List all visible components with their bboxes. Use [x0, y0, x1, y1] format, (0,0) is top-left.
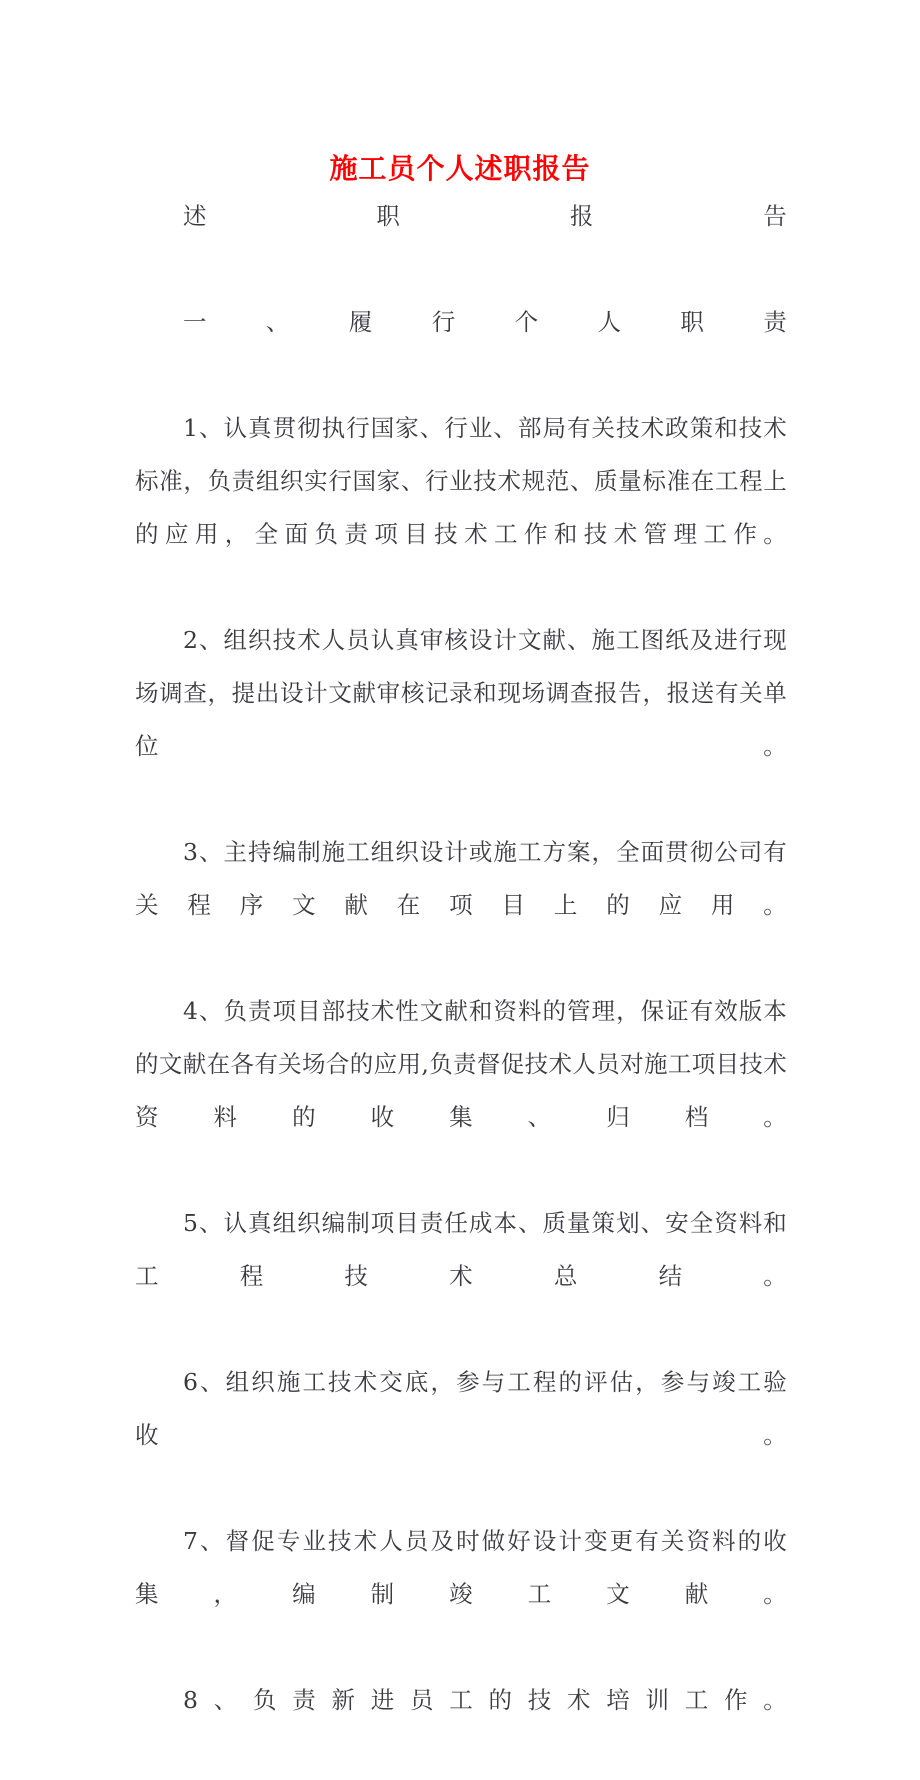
paragraph-item-4: 4、负责项目部技术性文献和资料的管理，保证有效版本的文献在各有关场合的应用,负责督促技术人员对施工项目技术资料的收集、归档。	[135, 997, 787, 1131]
paragraph-section-heading: 一、履行个人职责	[183, 308, 787, 336]
paragraph-item-1: 1、认真贯彻执行国家、行业、部局有关技术政策和技术标准，负责组织实行国家、行业技术规范、质量标准在工程上的应用，全面负责项目技术工作和技术管理工作。	[135, 414, 787, 548]
document-body	[135, 190, 787, 1780]
paragraph-item-7: 7、督促专业技术人员及时做好设计变更有关资料的收集，编制竣工文献。	[135, 1527, 787, 1608]
paragraph-subtitle: 述职报告	[183, 202, 787, 230]
page-title: 施工员个人述职报告	[329, 151, 591, 185]
paragraph-item-2: 2、组织技术人员认真审核设计文献、施工图纸及进行现场调查，提出设计文献审核记录和现场调查报告，报送有关单位。	[135, 626, 787, 760]
paragraph-item-5: 5、认真组织编制项目责任成本、质量策划、安全资料和工程技术总结。	[135, 1209, 787, 1290]
paragraph-item-6: 6、组织施工技术交底，参与工程的评估，参与竣工验收。	[135, 1368, 787, 1449]
paragraph-item-3: 3、主持编制施工组织设计或施工方案，全面贯彻公司有关程序文献在项目上的应用。	[135, 838, 787, 919]
paragraph-item-8: 8、负责新进员工的技术培训工作。	[183, 1686, 787, 1714]
